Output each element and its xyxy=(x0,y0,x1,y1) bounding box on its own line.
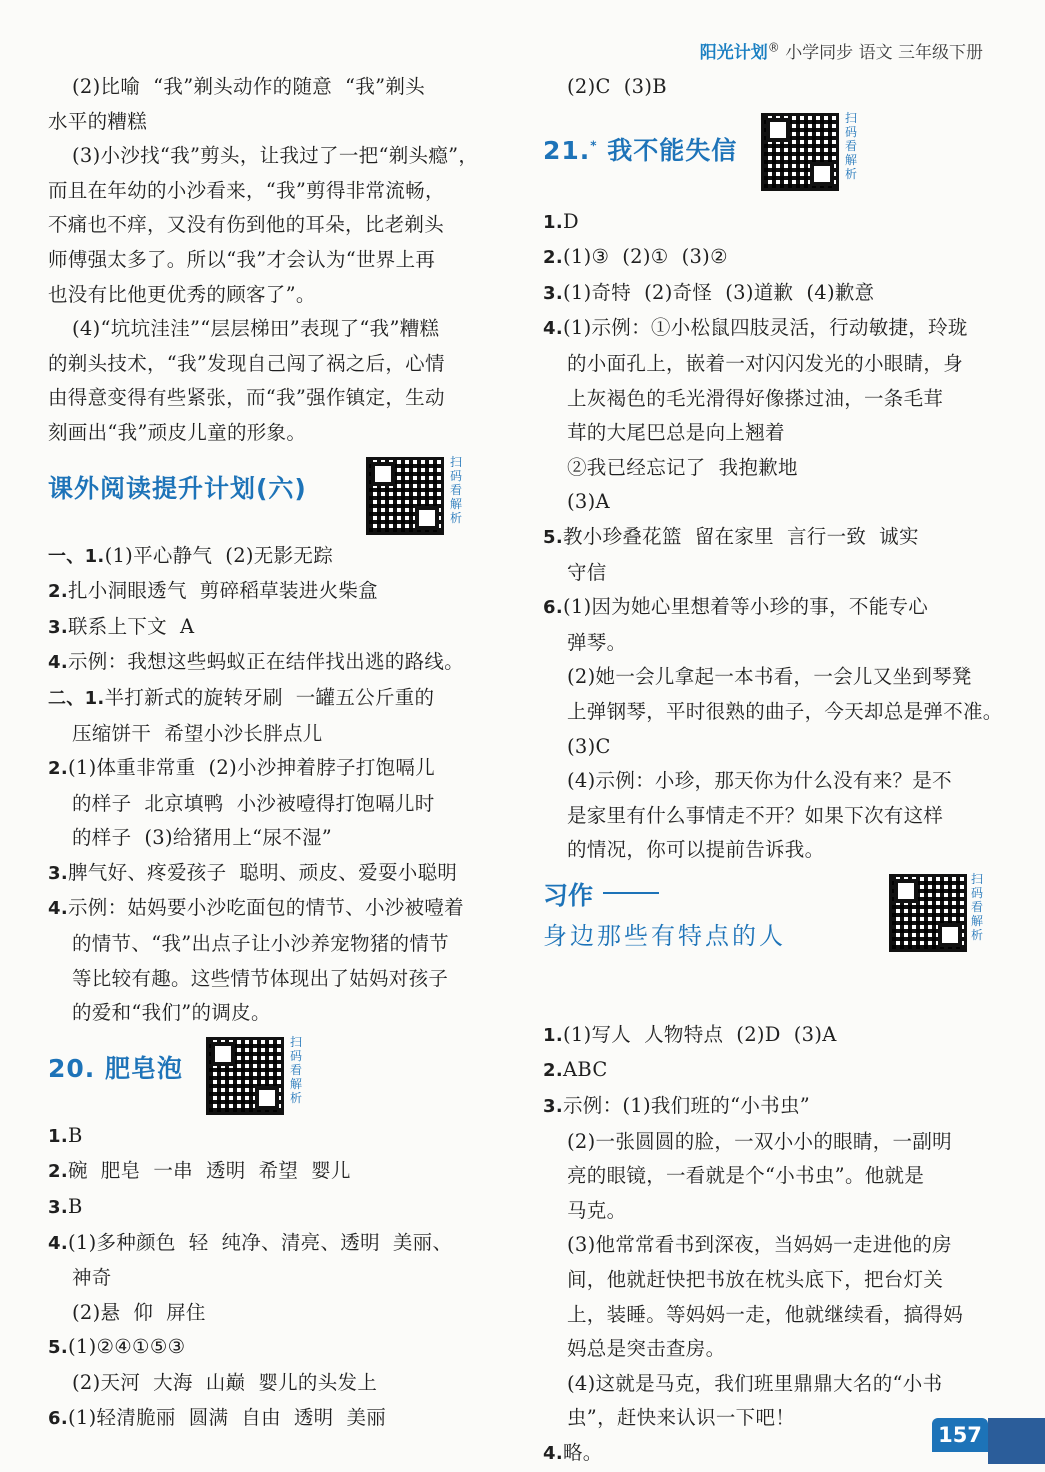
answer-line xyxy=(48,645,496,681)
lesson-title: 我不能失信 xyxy=(607,135,738,165)
answer-line xyxy=(543,1089,991,1125)
answer-text: 茸的大尾巴总是向上翘着 xyxy=(567,421,785,445)
soap-bubbles-answers xyxy=(48,1119,496,1436)
scan-label-char: 扫 xyxy=(845,110,858,125)
answer-line xyxy=(543,730,991,765)
question-number: 3. xyxy=(48,1197,68,1219)
left-column xyxy=(48,70,496,1436)
answer-text: (1)②④①⑤③ xyxy=(67,1335,186,1359)
answer-line: 师傅强太多了。所以“我”才会认为“世界上再 xyxy=(48,247,436,271)
question-number: 二、1. xyxy=(48,687,105,709)
answer-line xyxy=(543,416,991,451)
scan-label-char: 看 xyxy=(450,482,463,497)
answer-line xyxy=(48,1226,496,1262)
question-number: 2. xyxy=(48,581,68,603)
answer-line xyxy=(543,347,991,382)
question-number: 2. xyxy=(543,1060,563,1082)
question-number: 3. xyxy=(48,862,68,884)
section-heading-keep-promise xyxy=(543,105,991,205)
scan-label-char: 解 xyxy=(845,152,858,167)
answer-line xyxy=(543,695,1003,730)
answer-line xyxy=(48,610,496,646)
header-subtitle: 小学同步 语文 三年级下册 xyxy=(785,43,983,63)
answer-line xyxy=(48,1330,496,1366)
scan-label-char: 解 xyxy=(290,1076,303,1091)
answer-line xyxy=(48,1261,496,1296)
answer-line xyxy=(48,821,496,856)
qr-code-icon[interactable] xyxy=(761,113,839,191)
answer-line xyxy=(543,1018,991,1054)
question-number: 6. xyxy=(48,1407,68,1429)
answer-text: 示例：姑妈要小沙吃面包的情节、小沙被噎着 xyxy=(67,896,464,920)
answer-text: D xyxy=(562,209,579,233)
scan-label-char: 析 xyxy=(290,1090,303,1105)
scan-label-char: 解 xyxy=(971,913,984,928)
answer-line xyxy=(48,996,496,1031)
answer-line xyxy=(48,962,496,997)
answer-line xyxy=(543,485,991,520)
answer-line xyxy=(48,1401,496,1437)
scan-label-char: 扫 xyxy=(971,871,984,886)
answer-line xyxy=(543,451,991,486)
answer-text: 上，装睡。等妈妈一走，他就继续看，搞得妈 xyxy=(567,1302,964,1326)
answer-text: 间，他就赶快把书放在枕头底下，把台灯关 xyxy=(567,1268,944,1292)
answer-text: (1)因为她心里想着等小珍的事，不能专心 xyxy=(562,595,929,619)
answer-text: 上弹钢琴，平时很熟的曲子，今天却总是弹不准。 xyxy=(567,699,1003,723)
answer-line xyxy=(48,1190,496,1226)
question-number: 一、1. xyxy=(48,545,105,567)
answer-text: (1)③ (2)① (3)② xyxy=(562,245,728,269)
answer-line xyxy=(48,681,496,717)
answer-text: (3)A xyxy=(567,490,610,514)
scan-label-char: 解 xyxy=(450,496,463,511)
answer-text: 的情况，你可以提前告诉我。 xyxy=(567,838,825,862)
answer-line: 由得意变得有些紧张，而“我”强作镇定，生动 xyxy=(48,386,445,410)
qr-code-icon[interactable] xyxy=(206,1037,284,1115)
answer-line: (3)小沙找“我”剪头，让我过了一把“剃头瘾”， xyxy=(72,144,479,168)
left-top-answers xyxy=(48,70,496,451)
scan-label-char: 析 xyxy=(450,510,463,525)
answer-line xyxy=(48,1366,496,1401)
answer-line: (2)比喻 “我”剃头动作的随意 “我”剃头 xyxy=(72,75,425,98)
scan-label xyxy=(290,1035,304,1105)
scan-label-char: 扫 xyxy=(450,454,463,469)
answer-line xyxy=(543,1159,991,1194)
question-number: 5. xyxy=(48,1337,68,1359)
answer-line xyxy=(543,205,991,241)
answer-text: 联系上下文 A xyxy=(67,614,195,638)
scan-label-char: 码 xyxy=(971,885,984,900)
answer-text: 压缩饼干 希望小沙长胖点儿 xyxy=(72,721,323,745)
scan-label-char: 扫 xyxy=(290,1034,303,1049)
answer-text: 亮的眼镜，一看就是个“小书虫”。他就是 xyxy=(567,1164,925,1188)
answer-line xyxy=(543,520,991,556)
brand-name: 阳光计划 xyxy=(699,43,768,63)
answer-line xyxy=(543,1228,991,1263)
scan-label-char: 看 xyxy=(290,1062,303,1077)
section-title: 20. 肥皂泡 xyxy=(48,1053,183,1083)
answer-text: 示例：我想这些蚂蚁正在结伴找出逃的路线。 xyxy=(67,650,464,674)
scan-label-char: 看 xyxy=(971,899,984,914)
scan-label-char: 析 xyxy=(971,927,984,942)
question-number: 6. xyxy=(543,597,563,619)
answer-line xyxy=(48,1119,496,1155)
composition-answers xyxy=(543,1018,991,1472)
answer-line xyxy=(48,787,496,822)
answer-text: (1)奇特 (2)奇怪 (3)道歉 (4)歉意 xyxy=(562,280,875,304)
page-header xyxy=(700,38,983,63)
answer-text: (3)他常常看书到深夜，当妈妈一走进他的房 xyxy=(567,1233,952,1257)
answer-text: (2)悬 仰 屏住 xyxy=(72,1300,206,1324)
answer-line xyxy=(543,556,991,591)
page-number: 157 xyxy=(932,1418,988,1452)
answer-text: (1)写人 人物特点 (2)D (3)A xyxy=(562,1022,837,1046)
answer-text: 略。 xyxy=(562,1441,603,1464)
answer-line xyxy=(543,1298,991,1333)
answer-text: (1)多种颜色 轻 纯净、清亮、透明 美丽、 xyxy=(67,1230,453,1254)
answer-text: (2)一张圆圆的脸，一双小小的眼睛，一副明 xyxy=(567,1129,952,1153)
answer-line xyxy=(543,833,991,868)
question-number: 4. xyxy=(48,652,68,674)
section-heading-soap-bubbles xyxy=(48,1031,496,1119)
question-number: 5. xyxy=(543,526,563,548)
answer-text: 的小面孔上，嵌着一对闪闪发光的小眼睛，身 xyxy=(567,351,964,375)
answer-line xyxy=(543,1332,991,1367)
title-rule xyxy=(603,892,659,894)
question-number: 4. xyxy=(48,898,68,920)
section-heading-reading-plan xyxy=(48,451,496,539)
answer-text: 扎小洞眼透气 剪碎稻草装进火柴盒 xyxy=(67,579,378,603)
lesson-number: 21. xyxy=(543,135,591,165)
answer-line: 也没有比他更优秀的顾客了”。 xyxy=(48,282,316,306)
question-number: 4. xyxy=(48,1232,68,1254)
question-number: 2. xyxy=(48,1161,68,1183)
question-number: 4. xyxy=(543,1443,563,1464)
answer-line: 水平的糟糕 xyxy=(48,109,148,133)
answer-text: (4)这就是马克，我们班里鼎鼎大名的“小书 xyxy=(567,1371,943,1395)
answer-text: 脾气好、疼爱孩子 聪明、顽皮、爱耍小聪明 xyxy=(67,860,458,884)
registered-mark: ® xyxy=(767,40,780,55)
answer-line xyxy=(543,1194,991,1229)
question-number: 2. xyxy=(48,758,68,780)
question-number: 2. xyxy=(543,247,563,269)
answer-text: B xyxy=(67,1123,83,1147)
answer-line: 不痛也不痒，又没有伤到他的耳朵，比老剃头 xyxy=(48,213,445,237)
answer-text: 是家里有什么事情走不开？如果下次有这样 xyxy=(567,803,944,827)
answer-line xyxy=(48,717,496,752)
answer-line xyxy=(543,240,991,276)
question-number: 3. xyxy=(48,616,68,638)
answer-text: ②我已经忘记了 我抱歉地 xyxy=(567,455,798,479)
answer-text: (3)C xyxy=(567,734,611,758)
scan-label xyxy=(845,111,859,181)
question-number: 1. xyxy=(543,1024,563,1046)
answer-line xyxy=(48,927,496,962)
answer-text: 半打新式的旋转牙刷 一罐五公斤重的 xyxy=(104,685,435,709)
answer-text: (2)天河 大海 山巅 婴儿的头发上 xyxy=(72,1371,378,1394)
scan-label-char: 码 xyxy=(450,468,463,483)
question-number: 3. xyxy=(543,1096,563,1118)
scan-label-char: 码 xyxy=(845,124,858,139)
answer-text: 弹琴。 xyxy=(567,630,627,654)
answer-line xyxy=(543,1053,991,1089)
answer-text: (1)轻清脆丽 圆满 自由 透明 美丽 xyxy=(67,1405,387,1429)
answer-line xyxy=(543,799,991,834)
right-column xyxy=(543,70,1003,1472)
answer-text: 上灰褐色的毛光滑得好像搽过油，一条毛茸 xyxy=(567,386,944,410)
answer-text: B xyxy=(67,1195,83,1219)
answer-text: (2)她一会儿拿起一本书看，一会儿又坐到琴凳 xyxy=(567,665,972,689)
composition-subtitle: 身边那些有特点的人 xyxy=(543,921,786,950)
answer-text: 教小珍叠花篮 留在家里 言行一致 诚实 xyxy=(562,524,919,548)
answer-text: 的情节、“我”出点子让小沙养宠物猪的情节 xyxy=(72,932,449,956)
answer-line xyxy=(48,1296,496,1331)
keep-promise-answers xyxy=(543,205,1003,868)
answer-text: 的样子 北京填鸭 小沙被噎得打饱嗝儿时 xyxy=(72,791,435,815)
answer-text: 马克。 xyxy=(567,1198,627,1222)
answer-text: (1)示例：①小松鼠四肢灵活，行动敏捷，玲珑 xyxy=(562,316,968,340)
qr-code-icon[interactable] xyxy=(889,874,967,952)
answer-line xyxy=(543,1125,991,1160)
answer-line xyxy=(543,660,991,695)
answer-line xyxy=(543,764,991,799)
question-number: 1. xyxy=(48,1125,68,1147)
section-title: 课外阅读提升计划(六) xyxy=(48,473,307,503)
question-number: 4. xyxy=(543,318,563,340)
answer-text: (1)平心静气 (2)无影无踪 xyxy=(104,543,334,567)
composition-title: 习作 xyxy=(543,880,594,910)
answer-line xyxy=(543,382,991,417)
reading-plan-answers xyxy=(48,539,496,1031)
scan-label-char: 码 xyxy=(290,1048,303,1063)
answer-text: 的爱和“我们”的调皮。 xyxy=(72,1001,271,1025)
page-edge-tab xyxy=(988,1418,1045,1464)
scan-label-char: 看 xyxy=(845,138,858,153)
answer-text: 神奇 xyxy=(72,1266,112,1290)
scan-label xyxy=(450,455,464,525)
answer-line xyxy=(48,891,496,927)
answer-line xyxy=(48,856,496,892)
answer-line xyxy=(48,751,496,787)
answer-line xyxy=(543,1263,991,1298)
answer-text: 碗 肥皂 一串 透明 希望 婴儿 xyxy=(67,1159,351,1183)
answer-line: 刻画出“我”顽皮儿童的形象。 xyxy=(48,420,307,444)
answer-line xyxy=(543,276,991,312)
answer-text: (4)示例：小珍，那天你为什么没有来？是不 xyxy=(567,769,952,793)
question-number: 1. xyxy=(543,211,563,233)
section-title xyxy=(543,131,737,167)
answer-text: 虫”，赶快来认识一下吧！ xyxy=(567,1406,796,1430)
answer-line xyxy=(543,626,991,661)
answer-line xyxy=(543,590,991,626)
answer-line xyxy=(48,539,496,575)
answer-text: 妈总是突击查房。 xyxy=(567,1337,726,1361)
answer-text: 的样子 (3)给猪用上“尿不湿” xyxy=(72,826,333,850)
question-number: 3. xyxy=(543,282,563,304)
answer-line xyxy=(48,574,496,610)
qr-code-icon[interactable] xyxy=(366,457,444,535)
section-heading-composition xyxy=(543,868,991,1018)
scan-label-char: 析 xyxy=(845,166,858,181)
answer-text: 示例：(1)我们班的“小书虫” xyxy=(562,1094,811,1118)
answer-text: ABC xyxy=(562,1058,608,1082)
answer-text: 等比较有趣。这些情节体现出了姑妈对孩子 xyxy=(72,966,449,990)
answer-line xyxy=(543,1367,991,1402)
answer-line xyxy=(543,1401,991,1436)
answer-line xyxy=(48,1154,496,1190)
answer-line xyxy=(543,311,991,347)
answer-line xyxy=(543,1436,991,1472)
answer-line: (4)“坑坑洼洼”“层层梯田”表现了“我”糟糕 xyxy=(72,317,440,341)
answer-line: 而且在年幼的小沙看来，“我”剪得非常流畅， xyxy=(48,178,445,202)
answer-text: (1)体重非常重 (2)小沙抻着脖子打饱嗝儿 xyxy=(67,756,436,780)
scan-label xyxy=(971,872,985,942)
answer-line: 的剃头技术，“我”发现自己闯了祸之后，心情 xyxy=(48,351,445,375)
answer-line: (2)C (3)B xyxy=(567,75,667,98)
answer-text: 守信 xyxy=(567,560,607,584)
lesson-star: * xyxy=(590,138,598,153)
